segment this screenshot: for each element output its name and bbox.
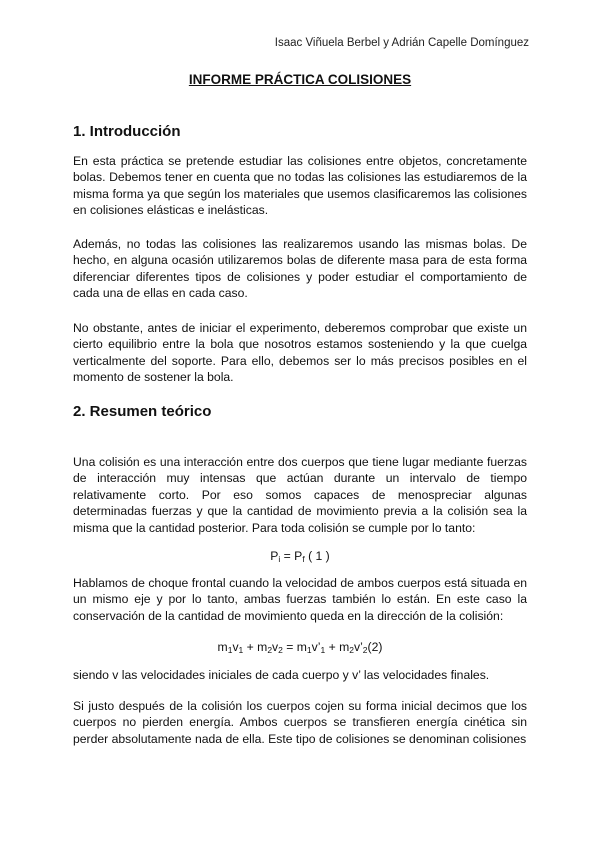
theory-paragraph-1: Una colisión es una interacción entre dos cuerpos que tiene lugar mediante fuerzas de interacción muy intensas que actúan durante un intervalo de tiempo relativamente corto. Por eso somos capaces de menospreciar algunas determinadas fuerzas y que la cantidad de movimiento previa a la colisión sea la misma que la cantidad posterior. Para toda colisión se cumple por lo tanto: — [73, 455, 527, 535]
theory-paragraph-3: siendo v las velocidades iniciales de cada cuerpo y v’ las velocidades finales. — [73, 668, 490, 682]
equation-1: $P_i = P_f$ ( 1 ) — [270, 549, 330, 564]
intro-paragraph-1: En esta práctica se pretende estudiar las colisiones entre objetos, concretamente bolas. Debemos tener en cuenta que no todas las colisiones las estudiaremos de la misma forma ya que según los materiales que usemos clasificaremos las colisiones en colisiones elásticas e inelásticas. — [73, 154, 527, 218]
theory-paragraph-2: Hablamos de choque frontal cuando la velocidad de ambos cuerpos está situada en un mismo eje y por lo tanto, ambas fuerzas también lo están. En este caso la conservación de la cantidad de movimiento queda en la dirección de la colisión: — [73, 576, 527, 623]
document-title: INFORME PRÁCTICA COLISIONES — [188, 72, 412, 87]
equation-2: $m_1v_1 + m_2v_2$ = $m_1v’_1$ + $m_2v’_2(2)$ — [217, 640, 383, 655]
header-authors: Isaac Viñuela Berbel y Adrián Capelle Domínguez — [274, 37, 529, 49]
intro-paragraph-2: Además, no todas las colisiones las realizaremos usando las mismas bolas. De hecho, en alguna ocasión utilizaremos bolas de diferente masa para de esta forma diferenciar diferentes tipos de colisiones y poder estudiar el comportamiento de cada una de ellas en cada caso. — [73, 237, 527, 301]
intro-paragraph-3: No obstante, antes de iniciar el experimento, deberemos comprobar que existe un cierto equilibrio entre la bola que nosotros estamos sosteniendo y la que cuelga verticalmente del soporte. Para ello, debemos ser lo más precisos posibles en el momento de sostener la bola. — [73, 321, 527, 385]
theory-paragraph-4: Si justo después de la colisión los cuerpos cojen su forma inicial decimos que los cuerpos no pierden energía. Ambos cuerpos se transfieren energía cinética sin perder absolutamente nada de ella. Este tipo de colisiones se denominan colisiones — [73, 699, 527, 746]
section-heading-resumen-teorico: 2. Resumen teórico — [73, 403, 212, 420]
section-heading-introduccion: 1. Introducción — [73, 123, 181, 140]
